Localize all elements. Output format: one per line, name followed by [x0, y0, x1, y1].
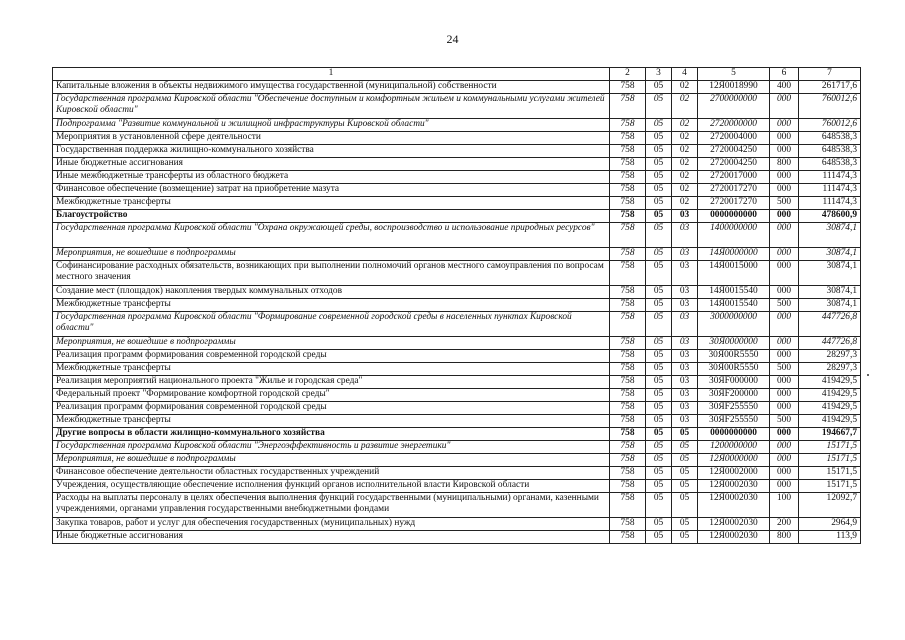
row-section: 05	[646, 158, 672, 171]
row-amount: 760012,6	[799, 119, 861, 132]
row-expense-type: 200	[770, 518, 799, 531]
table-row	[53, 531, 861, 544]
row-name: Государственная программа Кировской области "Формирование современной городской среды в населенных пунктах Кировской области"	[53, 312, 610, 337]
table-row	[53, 480, 861, 493]
row-section: 05	[646, 480, 672, 493]
row-target-article: 12Я0018990	[698, 81, 770, 94]
row-subsection: 05	[672, 493, 698, 518]
row-expense-type: 000	[770, 337, 799, 350]
row-expense-type: 000	[770, 480, 799, 493]
row-amount: 111474,3	[799, 184, 861, 197]
table-row	[53, 210, 861, 223]
table-row	[53, 119, 861, 132]
row-section: 05	[646, 261, 672, 286]
row-ministry-code: 758	[610, 286, 646, 299]
row-ministry-code: 758	[610, 145, 646, 158]
row-ministry-code: 758	[610, 197, 646, 210]
row-amount: 12092,7	[799, 493, 861, 518]
row-amount: 478600,9	[799, 210, 861, 223]
row-amount: 648538,3	[799, 132, 861, 145]
row-expense-type: 500	[770, 299, 799, 312]
row-section: 05	[646, 441, 672, 454]
row-name: Мероприятия, не вошедшие в подпрограммы	[53, 337, 610, 350]
row-ministry-code: 758	[610, 171, 646, 184]
row-name: Реализация программ формирования современной городской среды	[53, 402, 610, 415]
row-target-article: 2720004000	[698, 132, 770, 145]
row-section: 05	[646, 493, 672, 518]
row-expense-type: 000	[770, 171, 799, 184]
table-row	[53, 493, 861, 518]
row-target-article: 2720004250	[698, 145, 770, 158]
row-ministry-code: 758	[610, 415, 646, 428]
row-subsection: 05	[672, 531, 698, 544]
row-amount: 447726,8	[799, 312, 861, 337]
row-name: Иные бюджетные ассигнования	[53, 531, 610, 544]
table-row	[53, 158, 861, 171]
row-target-article: 2720017270	[698, 197, 770, 210]
row-name: Другие вопросы в области жилищно-коммунального хозяйства	[53, 428, 610, 441]
row-amount: 419429,5	[799, 415, 861, 428]
row-ministry-code: 758	[610, 261, 646, 286]
row-ministry-code: 758	[610, 402, 646, 415]
row-ministry-code: 758	[610, 81, 646, 94]
row-amount: 111474,3	[799, 197, 861, 210]
row-target-article: 2720004250	[698, 158, 770, 171]
row-section: 05	[646, 184, 672, 197]
table-row	[53, 312, 861, 337]
row-ministry-code: 758	[610, 350, 646, 363]
header-col-3: 3	[646, 68, 672, 81]
row-ministry-code: 758	[610, 493, 646, 518]
row-expense-type: 000	[770, 261, 799, 286]
row-ministry-code: 758	[610, 363, 646, 376]
row-target-article: 14Я0000000	[698, 248, 770, 261]
header-col-5: 5	[698, 68, 770, 81]
row-subsection: 02	[672, 119, 698, 132]
row-section: 05	[646, 210, 672, 223]
row-name: Финансовое обеспечение (возмещение) затрат на приобретение мазута	[53, 184, 610, 197]
row-expense-type: 500	[770, 363, 799, 376]
row-section: 05	[646, 376, 672, 389]
row-name: Мероприятия в установленной сфере деятельности	[53, 132, 610, 145]
row-subsection: 03	[672, 337, 698, 350]
row-amount: 261717,6	[799, 81, 861, 94]
row-target-article: 30Я00R5550	[698, 363, 770, 376]
row-subsection: 03	[672, 312, 698, 337]
row-name: Реализация программ формирования современной городской среды	[53, 350, 610, 363]
row-name: Капитальные вложения в объекты недвижимого имущества государственной (муниципальной) собственности	[53, 81, 610, 94]
row-section: 05	[646, 132, 672, 145]
row-expense-type: 000	[770, 428, 799, 441]
row-ministry-code: 758	[610, 158, 646, 171]
row-expense-type: 000	[770, 441, 799, 454]
row-target-article: 2720017270	[698, 184, 770, 197]
row-amount: 648538,3	[799, 145, 861, 158]
row-subsection: 05	[672, 467, 698, 480]
table-row	[53, 299, 861, 312]
row-subsection: 05	[672, 454, 698, 467]
row-section: 05	[646, 337, 672, 350]
row-expense-type: 800	[770, 158, 799, 171]
row-subsection: 02	[672, 132, 698, 145]
row-amount: 760012,6	[799, 94, 861, 119]
row-amount: 28297,3	[799, 350, 861, 363]
row-section: 05	[646, 363, 672, 376]
row-name: Благоустройство	[53, 210, 610, 223]
stray-mark	[867, 374, 869, 376]
row-amount: 30874,1	[799, 286, 861, 299]
row-ministry-code: 758	[610, 299, 646, 312]
row-target-article: 12Я0002030	[698, 518, 770, 531]
row-subsection: 03	[672, 299, 698, 312]
table-body	[53, 81, 861, 544]
table-row	[53, 428, 861, 441]
row-target-article: 30ЯF200000	[698, 389, 770, 402]
row-expense-type: 000	[770, 184, 799, 197]
row-amount: 111474,3	[799, 171, 861, 184]
row-amount: 15171,5	[799, 480, 861, 493]
row-target-article: 14Я0015540	[698, 299, 770, 312]
row-name: Межбюджетные трансферты	[53, 197, 610, 210]
row-ministry-code: 758	[610, 94, 646, 119]
table-row	[53, 261, 861, 286]
row-ministry-code: 758	[610, 132, 646, 145]
row-expense-type: 400	[770, 81, 799, 94]
row-section: 05	[646, 299, 672, 312]
row-amount: 28297,3	[799, 363, 861, 376]
row-target-article: 12Я0000000	[698, 454, 770, 467]
row-name: Межбюджетные трансферты	[53, 363, 610, 376]
row-expense-type: 000	[770, 350, 799, 363]
header-col-4: 4	[672, 68, 698, 81]
row-ministry-code: 758	[610, 518, 646, 531]
row-subsection: 03	[672, 415, 698, 428]
row-target-article: 0000000000	[698, 210, 770, 223]
row-name: Расходы на выплаты персоналу в целях обеспечения выполнения функций государственными (муниципальными) органами, казенными учреждениями, органами управления государственными внебюджетными фондами	[53, 493, 610, 518]
row-target-article: 30Я0000000	[698, 337, 770, 350]
row-section: 05	[646, 428, 672, 441]
row-subsection: 03	[672, 376, 698, 389]
row-amount: 648538,3	[799, 158, 861, 171]
row-target-article: 14Я0015000	[698, 261, 770, 286]
row-name: Закупка товаров, работ и услуг для обеспечения государственных (муниципальных) нужд	[53, 518, 610, 531]
row-subsection: 03	[672, 389, 698, 402]
header-col-1: 1	[53, 68, 610, 81]
table-row	[53, 363, 861, 376]
header-col-7: 7	[799, 68, 861, 81]
page-number: 24	[446, 32, 459, 46]
row-target-article: 12Я0002030	[698, 531, 770, 544]
row-subsection: 02	[672, 81, 698, 94]
row-amount: 30874,1	[799, 299, 861, 312]
row-subsection: 02	[672, 184, 698, 197]
row-name: Финансовое обеспечение деятельности областных государственных учреждений	[53, 467, 610, 480]
row-expense-type: 000	[770, 389, 799, 402]
row-subsection: 03	[672, 210, 698, 223]
row-subsection: 02	[672, 158, 698, 171]
row-expense-type: 000	[770, 248, 799, 261]
row-name: Подпрограмма "Развитие коммунальной и жилищной инфраструктуры Кировской области"	[53, 119, 610, 132]
row-section: 05	[646, 94, 672, 119]
row-target-article: 30ЯF255550	[698, 415, 770, 428]
row-ministry-code: 758	[610, 312, 646, 337]
row-section: 05	[646, 402, 672, 415]
row-amount: 15171,5	[799, 454, 861, 467]
row-name: Государственная программа Кировской области "Охрана окружающей среды, воспроизводство и использование природных ресурсов"	[53, 223, 610, 248]
table-row	[53, 467, 861, 480]
row-expense-type: 000	[770, 145, 799, 158]
header-col-2: 2	[610, 68, 646, 81]
row-ministry-code: 758	[610, 376, 646, 389]
row-section: 05	[646, 81, 672, 94]
row-expense-type: 500	[770, 415, 799, 428]
table-row	[53, 518, 861, 531]
row-ministry-code: 758	[610, 223, 646, 248]
row-amount: 194667,7	[799, 428, 861, 441]
row-name: Учреждения, осуществляющие обеспечение исполнения функций органов исполнительной власти Кировской области	[53, 480, 610, 493]
table-row	[53, 81, 861, 94]
row-ministry-code: 758	[610, 454, 646, 467]
row-ministry-code: 758	[610, 119, 646, 132]
row-amount: 447726,8	[799, 337, 861, 350]
row-amount: 419429,5	[799, 389, 861, 402]
row-subsection: 03	[672, 363, 698, 376]
row-amount: 15171,5	[799, 441, 861, 454]
table-row	[53, 454, 861, 467]
table-row	[53, 286, 861, 299]
row-section: 05	[646, 518, 672, 531]
row-name: Мероприятия, не вошедшие в подпрограммы	[53, 248, 610, 261]
row-name: Государственная программа Кировской области "Энергоэффективность и развитие энергетики"	[53, 441, 610, 454]
row-target-article: 2720000000	[698, 119, 770, 132]
table-row	[53, 184, 861, 197]
row-ministry-code: 758	[610, 389, 646, 402]
row-subsection: 03	[672, 223, 698, 248]
row-section: 05	[646, 389, 672, 402]
row-section: 05	[646, 454, 672, 467]
row-ministry-code: 758	[610, 184, 646, 197]
table-row	[53, 248, 861, 261]
row-subsection: 03	[672, 350, 698, 363]
table-header-row	[53, 68, 861, 81]
row-expense-type: 000	[770, 223, 799, 248]
table-row	[53, 197, 861, 210]
row-section: 05	[646, 415, 672, 428]
row-expense-type: 000	[770, 132, 799, 145]
table-row	[53, 94, 861, 119]
row-subsection: 05	[672, 441, 698, 454]
row-name: Межбюджетные трансферты	[53, 299, 610, 312]
row-section: 05	[646, 197, 672, 210]
row-target-article: 2720017000	[698, 171, 770, 184]
row-section: 05	[646, 467, 672, 480]
row-expense-type: 000	[770, 376, 799, 389]
row-target-article: 30ЯF000000	[698, 376, 770, 389]
table-row	[53, 402, 861, 415]
row-section: 05	[646, 248, 672, 261]
table-row	[53, 132, 861, 145]
row-amount: 419429,5	[799, 402, 861, 415]
table-row	[53, 350, 861, 363]
row-target-article: 12Я0002030	[698, 493, 770, 518]
table-row	[53, 223, 861, 248]
row-expense-type: 000	[770, 119, 799, 132]
row-ministry-code: 758	[610, 248, 646, 261]
row-expense-type: 500	[770, 197, 799, 210]
row-ministry-code: 758	[610, 531, 646, 544]
row-target-article: 1200000000	[698, 441, 770, 454]
row-ministry-code: 758	[610, 480, 646, 493]
row-expense-type: 000	[770, 210, 799, 223]
row-name: Межбюджетные трансферты	[53, 415, 610, 428]
row-target-article: 14Я0015540	[698, 286, 770, 299]
header-col-6: 6	[770, 68, 799, 81]
row-name: Мероприятия, не вошедшие в подпрограммы	[53, 454, 610, 467]
row-section: 05	[646, 286, 672, 299]
row-subsection: 03	[672, 402, 698, 415]
row-ministry-code: 758	[610, 467, 646, 480]
row-expense-type: 000	[770, 467, 799, 480]
row-target-article: 0000000000	[698, 428, 770, 441]
row-target-article: 30ЯF255550	[698, 402, 770, 415]
row-target-article: 12Я0002030	[698, 480, 770, 493]
row-amount: 30874,1	[799, 248, 861, 261]
row-subsection: 03	[672, 261, 698, 286]
table-row	[53, 389, 861, 402]
row-name: Реализация мероприятий национального проекта "Жилье и городская среда"	[53, 376, 610, 389]
row-amount: 30874,1	[799, 223, 861, 248]
row-subsection: 05	[672, 518, 698, 531]
row-subsection: 02	[672, 145, 698, 158]
row-expense-type: 100	[770, 493, 799, 518]
row-target-article: 2700000000	[698, 94, 770, 119]
row-section: 05	[646, 312, 672, 337]
row-subsection: 05	[672, 480, 698, 493]
table-row	[53, 376, 861, 389]
row-expense-type: 000	[770, 286, 799, 299]
row-name: Иные бюджетные ассигнования	[53, 158, 610, 171]
table-row	[53, 337, 861, 350]
row-amount: 30874,1	[799, 261, 861, 286]
row-ministry-code: 758	[610, 210, 646, 223]
row-target-article: 12Я0002000	[698, 467, 770, 480]
row-name: Софинансирование расходных обязательств, возникающих при выполнении полномочий органов местного самоуправления по вопросам местного значения	[53, 261, 610, 286]
row-ministry-code: 758	[610, 441, 646, 454]
row-target-article: 3000000000	[698, 312, 770, 337]
row-expense-type: 000	[770, 94, 799, 119]
row-amount: 15171,5	[799, 467, 861, 480]
budget-table	[52, 67, 861, 544]
row-ministry-code: 758	[610, 337, 646, 350]
row-name: Иные межбюджетные трансферты из областного бюджета	[53, 171, 610, 184]
row-target-article: 1400000000	[698, 223, 770, 248]
row-ministry-code: 758	[610, 428, 646, 441]
table-row	[53, 145, 861, 158]
row-name: Государственная поддержка жилищно-коммунального хозяйства	[53, 145, 610, 158]
table-row	[53, 441, 861, 454]
table-row	[53, 171, 861, 184]
row-expense-type: 000	[770, 454, 799, 467]
row-amount: 2964,9	[799, 518, 861, 531]
row-target-article: 30Я00R5550	[698, 350, 770, 363]
row-name: Государственная программа Кировской области "Обеспечение доступным и комфортным жильем и коммунальными услугами жителей Кировской области"	[53, 94, 610, 119]
row-section: 05	[646, 531, 672, 544]
row-expense-type: 800	[770, 531, 799, 544]
row-name: Создание мест (площадок) накопления твердых коммунальных отходов	[53, 286, 610, 299]
row-section: 05	[646, 119, 672, 132]
row-expense-type: 000	[770, 312, 799, 337]
row-expense-type: 000	[770, 402, 799, 415]
row-subsection: 02	[672, 171, 698, 184]
row-section: 05	[646, 223, 672, 248]
row-subsection: 02	[672, 197, 698, 210]
table-row	[53, 415, 861, 428]
row-section: 05	[646, 350, 672, 363]
row-section: 05	[646, 171, 672, 184]
row-amount: 419429,5	[799, 376, 861, 389]
row-subsection: 05	[672, 428, 698, 441]
row-amount: 113,9	[799, 531, 861, 544]
row-subsection: 02	[672, 94, 698, 119]
row-name: Федеральный проект "Формирование комфортной городской среды"	[53, 389, 610, 402]
row-subsection: 03	[672, 286, 698, 299]
row-subsection: 03	[672, 248, 698, 261]
row-section: 05	[646, 145, 672, 158]
